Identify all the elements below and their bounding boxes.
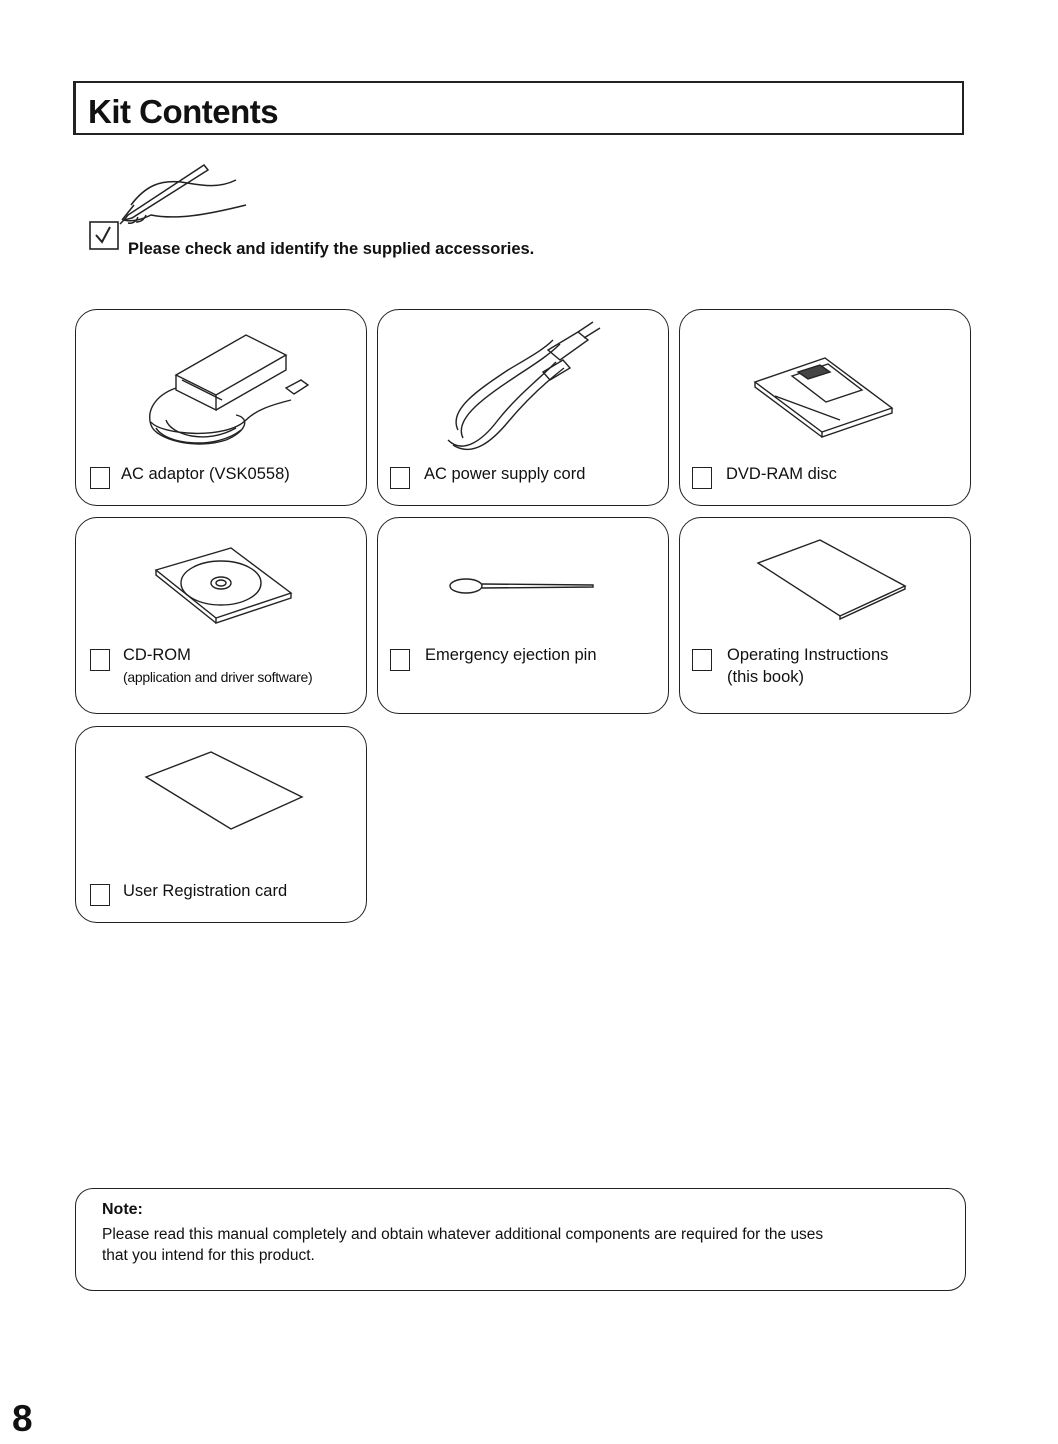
ejection-pin-label: Emergency ejection pin xyxy=(425,646,597,664)
title-box xyxy=(73,81,964,135)
cd-rom-checkbox[interactable] xyxy=(90,649,110,671)
cd-rom-sublabel: (application and driver software) xyxy=(123,669,313,685)
dvd-ram-disc-icon xyxy=(680,310,972,460)
kit-item-user-registration-card xyxy=(75,726,367,923)
note-text xyxy=(102,1224,952,1266)
cd-rom-label: CD-ROM xyxy=(123,646,191,664)
user-registration-card-label: User Registration card xyxy=(123,882,288,900)
kit-item-ac-power-cord xyxy=(377,309,669,506)
note-title: Note: xyxy=(102,1201,143,1218)
operating-instructions-sublabel: (this book) xyxy=(727,668,805,686)
user-registration-card-checkbox[interactable] xyxy=(90,884,110,906)
dvd-ram-disc-checkbox[interactable] xyxy=(692,467,712,489)
kit-item-operating-instructions xyxy=(679,517,971,714)
kit-item-ac-adaptor xyxy=(75,309,367,506)
ac-power-cord-checkbox[interactable] xyxy=(390,467,410,489)
note-line-1: Please read this manual completely and obtain whatever additional components are required for the uses xyxy=(102,1226,824,1243)
note-box xyxy=(75,1188,966,1291)
page-title: Kit Contents xyxy=(88,93,279,130)
note-line-2: that you intend for this product. xyxy=(102,1247,315,1264)
instruction-text: Please check and identify the supplied accessories. xyxy=(128,240,535,258)
kit-item-cd-rom xyxy=(75,517,367,714)
operating-instructions-label: Operating Instructions xyxy=(727,646,889,664)
operating-instructions-checkbox[interactable] xyxy=(692,649,712,671)
kit-item-dvd-ram-disc xyxy=(679,309,971,506)
ac-adaptor-label: AC adaptor (VSK0558) xyxy=(121,465,290,483)
registration-card-icon xyxy=(76,727,368,877)
ac-adaptor-icon xyxy=(76,310,368,460)
ac-power-cord-label: AC power supply cord xyxy=(424,465,586,483)
cd-rom-icon xyxy=(76,518,368,668)
ejection-pin-checkbox[interactable] xyxy=(390,649,410,671)
ac-adaptor-checkbox[interactable] xyxy=(90,467,110,489)
dvd-ram-disc-label: DVD-RAM disc xyxy=(726,465,837,483)
page-number: 8 xyxy=(12,1398,33,1439)
kit-item-ejection-pin xyxy=(377,517,669,714)
power-cord-icon xyxy=(378,310,670,460)
